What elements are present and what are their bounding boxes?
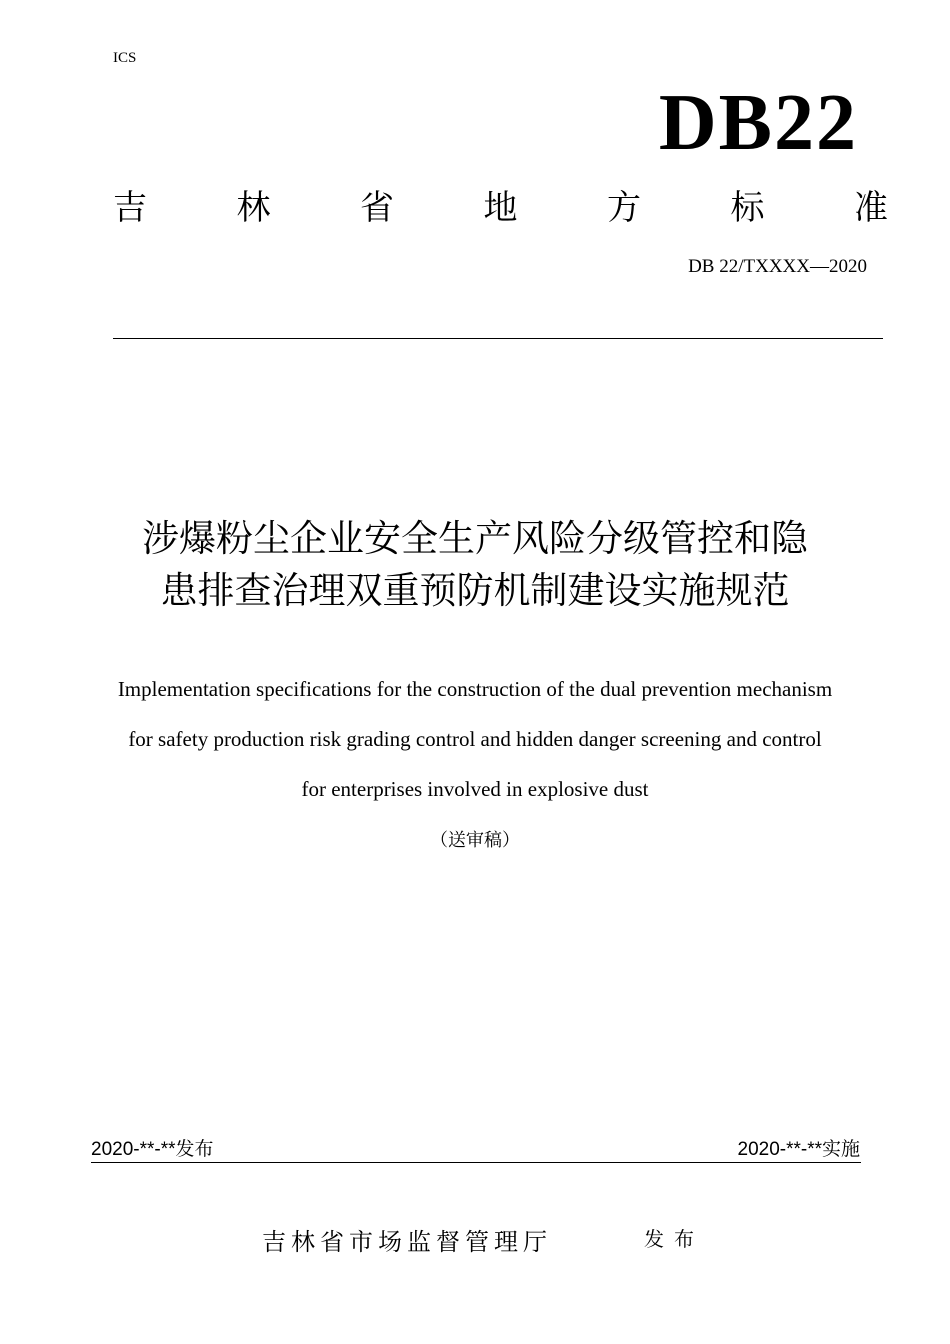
standard-type-char: 准	[854, 188, 888, 228]
english-title	[60, 664, 890, 814]
chinese-title	[60, 513, 890, 617]
standard-type-char: 林	[236, 188, 271, 228]
chinese-title-line: 患排查治理双重预防机制建设实施规范	[160, 569, 790, 612]
implement-date: 2020-**-**实施	[737, 1139, 860, 1160]
english-title-line: Implementation specifications for the construction of the dual prevention mechanism	[117, 677, 833, 701]
standard-type-char: 标	[730, 188, 765, 228]
english-title-line: for safety production risk grading control and hidden danger screening and control	[128, 727, 822, 751]
standard-type-title	[113, 186, 888, 230]
standard-number: DB 22/TXXXX—2020	[688, 256, 867, 277]
standard-type-char: 地	[483, 188, 518, 228]
ics-label: ICS	[113, 50, 137, 66]
chinese-title-line: 涉爆粉尘企业安全生产风险分级管控和隐	[142, 517, 808, 560]
header-divider	[113, 338, 883, 339]
issuing-authority: 吉林省市场监督管理厅	[262, 1228, 552, 1256]
draft-status: （送审稿）	[430, 830, 520, 851]
standard-type-char: 省	[360, 188, 394, 228]
footer-divider	[91, 1162, 861, 1163]
issue-label: 发布	[644, 1227, 704, 1251]
publish-date: 2020-**-**发布	[91, 1139, 214, 1160]
standard-code: DB22	[658, 79, 858, 167]
standard-type-char: 吉	[113, 188, 147, 228]
standard-type-char: 方	[607, 188, 641, 228]
english-title-line: for enterprises involved in explosive dust	[301, 777, 649, 801]
